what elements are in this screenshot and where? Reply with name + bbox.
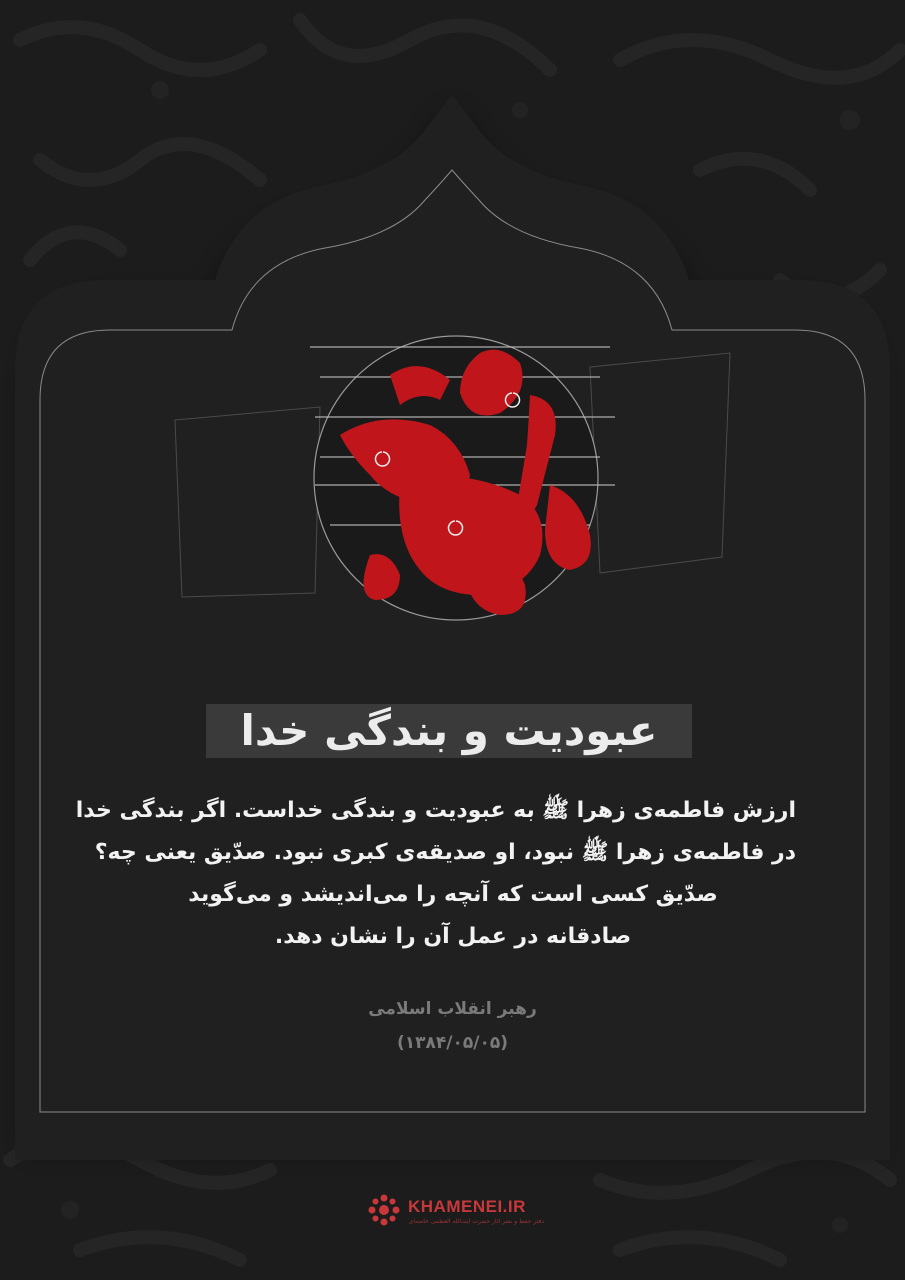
quote-line: صادقانه در عمل آن را نشان دهد. <box>274 924 632 949</box>
quote-line: ارزش فاطمه‌ی زهرا ﷺ به عبودیت و بندگی خداست. اگر بندگی خدا <box>75 798 796 823</box>
attribution <box>300 992 605 1060</box>
attribution-speaker: رهبر انقلاب اسلامی <box>368 999 537 1019</box>
calligraphy-logo <box>170 335 740 625</box>
footer-brand[interactable]: KHAMENEI.IR <box>408 1197 526 1216</box>
footer-subtitle: دفتر حفظ و نشر آثار حضرت آیت‌الله العظمی خامنه‌ای <box>408 1218 544 1225</box>
headline: عبودیت و بندگی خدا <box>240 706 658 755</box>
quote-line: صدّیق کسی است که آنچه را می‌اندیشد و می‌گوید <box>188 882 718 907</box>
quote-line: در فاطمه‌ی زهرا ﷺ نبود، او صدیقه‌ی کبری نبود. صدّیق یعنی چه؟ <box>94 840 796 865</box>
attribution-date: (۱۳۸۴/۰۵/۰۵) <box>397 1033 508 1053</box>
quote-text <box>75 790 796 958</box>
